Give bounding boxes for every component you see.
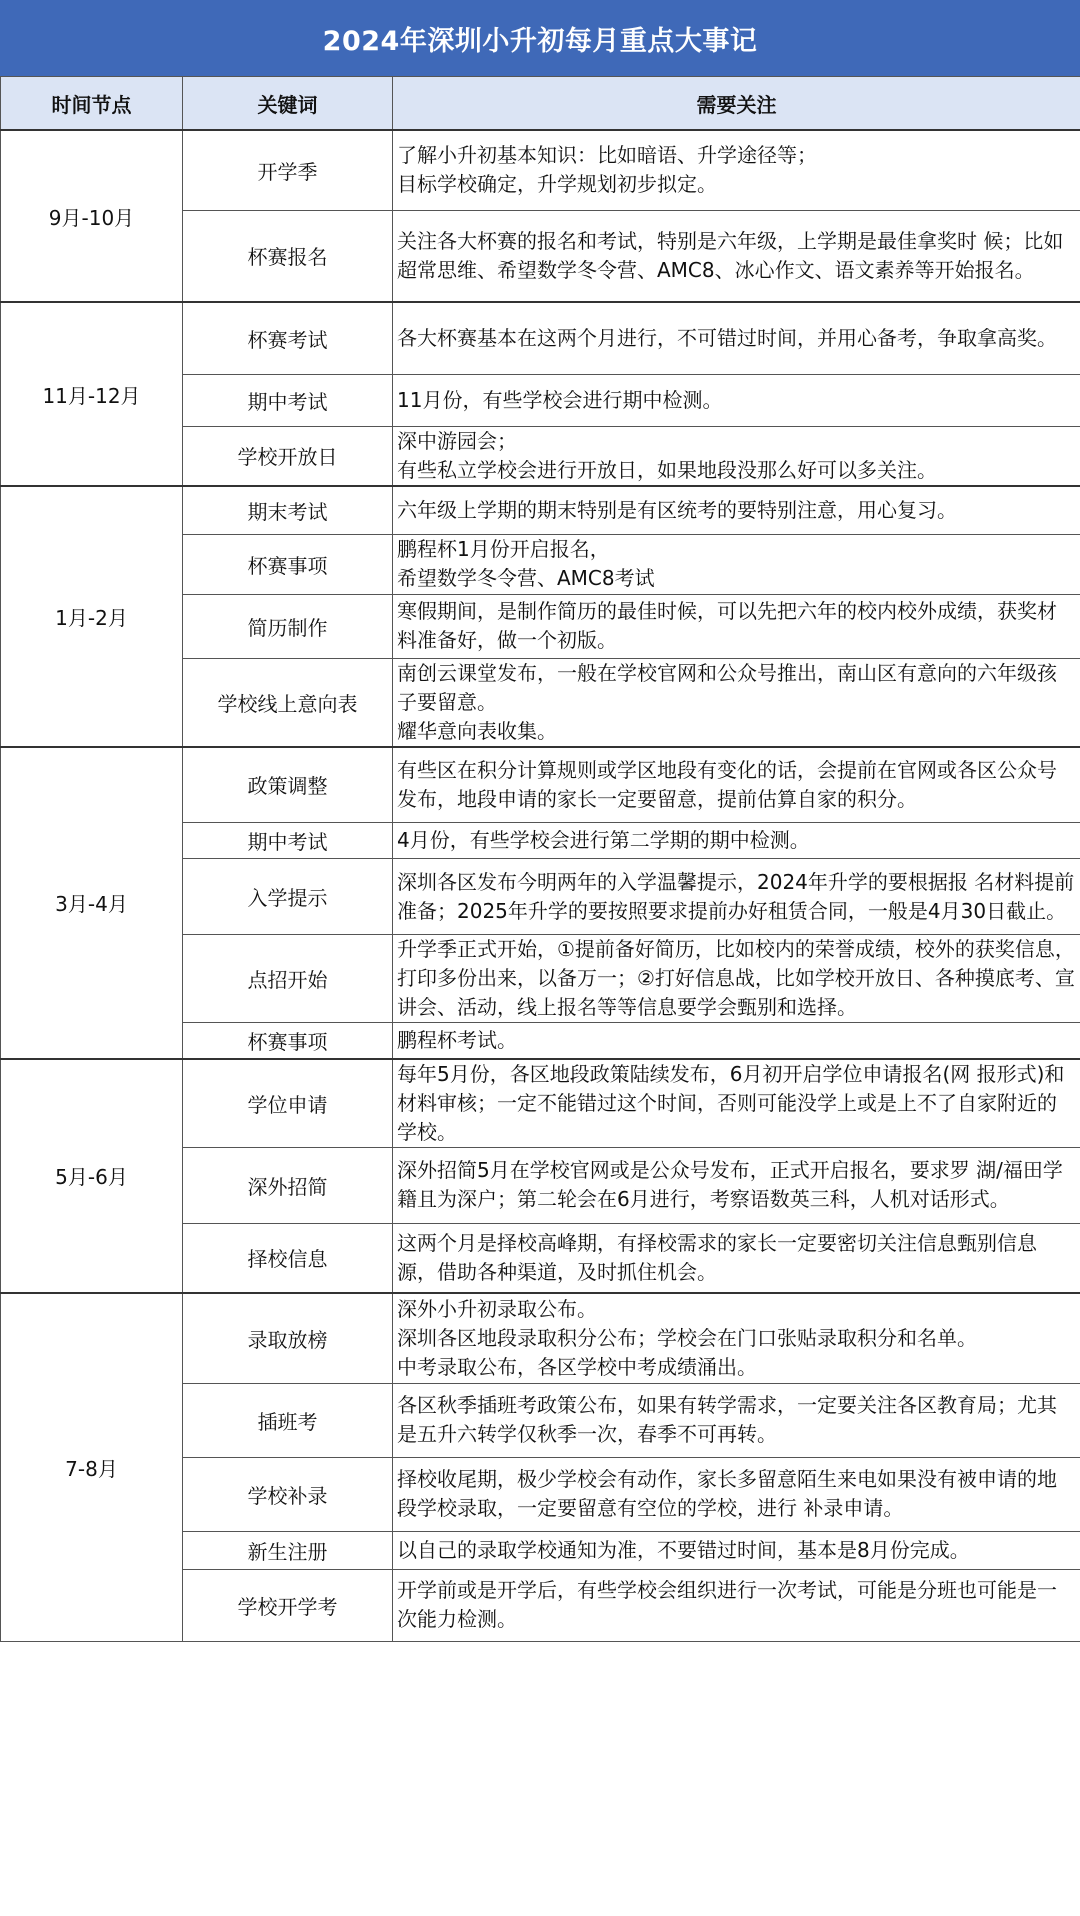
- keyword-cell: 杯赛事项: [183, 1023, 393, 1059]
- note-line: 耀华意向表收集。: [397, 718, 557, 743]
- column-header-time: 时间节点: [1, 77, 183, 131]
- table-row: [1, 302, 1080, 374]
- time-period-cell: 5月-6月: [1, 1059, 183, 1294]
- keyword-cell: 学校开放日: [183, 426, 393, 486]
- note-line: 这两个月是择校高峰期，有择校需求的家长一定要密切关注信息甄别信息源，借助各种渠道，及时抓住机会。: [397, 1230, 1037, 1284]
- note-line: 深外小升初录取公布。: [397, 1296, 597, 1321]
- keyword-cell: 杯赛报名: [183, 210, 393, 302]
- notes-cell: [393, 130, 1080, 210]
- schedule-table: [0, 76, 1080, 1642]
- notes-cell: [393, 374, 1080, 426]
- table-row: [1, 1293, 1080, 1383]
- notes-cell: [393, 1023, 1080, 1059]
- keyword-cell: 期末考试: [183, 486, 393, 534]
- notes-cell: [393, 210, 1080, 302]
- note-line: 有些私立学校会进行开放日，如果地段没那么好可以多关注。: [397, 457, 937, 482]
- keyword-cell: 插班考: [183, 1383, 393, 1457]
- keyword-cell: 学校补录: [183, 1457, 393, 1531]
- notes-cell: [393, 823, 1080, 859]
- note-line: 南创云课堂发布，一般在学校官网和公众号推出，南山区有意向的六年级孩子要留意。: [397, 660, 1057, 714]
- notes-cell: [393, 1147, 1080, 1223]
- notes-cell: [393, 658, 1080, 747]
- note-line: 了解小升初基本知识：比如暗语、升学途径等；: [397, 143, 817, 168]
- note-line: 11月份，有些学校会进行期中检测。: [397, 387, 723, 412]
- notes-cell: [393, 534, 1080, 594]
- keyword-cell: 期中考试: [183, 374, 393, 426]
- notes-cell: [393, 1059, 1080, 1148]
- note-line: 深圳各区地段录取积分公布；学校会在门口张贴录取积分和名单。: [397, 1325, 977, 1350]
- note-line: 中考录取公布，各区学校中考成绩涌出。: [397, 1354, 757, 1379]
- notes-cell: [393, 426, 1080, 486]
- note-line: 深中游园会；: [397, 428, 517, 453]
- keyword-cell: 择校信息: [183, 1223, 393, 1293]
- note-line: 希望数学冬令营、AMC8考试: [397, 566, 655, 590]
- note-line: 择校收尾期，极少学校会有动作，家长多留意陌生来电如果没有被申请的地段学校录取，一定要留意有空位的学校，进行 补录申请。: [397, 1467, 1057, 1520]
- note-line: 升学季正式开始，①提前备好简历，比如校内的荣誉成绩，校外的获奖信息，打印多份出来，以备万一；②打好信息战，比如学校开放日、各种摸底考、宣讲会、活动，线上报名等等信息要学会甄别和选择。: [397, 937, 1075, 1019]
- note-line: 4月份，有些学校会进行第二学期的期中检测。: [397, 828, 810, 852]
- keyword-cell: 学校开学考: [183, 1569, 393, 1641]
- column-header-notes: 需要关注: [393, 77, 1080, 131]
- note-line: 深圳各区发布今明两年的入学温馨提示，2024年升学的要根据报 名材料提前准备；2025年升学的要按照要求提前办好租赁合同，一般是4月30日截止。: [397, 869, 1075, 923]
- page-title: 2024年深圳小升初每月重点大事记: [0, 0, 1080, 76]
- keyword-cell: 期中考试: [183, 823, 393, 859]
- note-line: 目标学校确定，升学规划初步拟定。: [397, 172, 717, 197]
- time-period-cell: 7-8月: [1, 1293, 183, 1641]
- keyword-cell: 学位申请: [183, 1059, 393, 1148]
- keyword-cell: 点招开始: [183, 935, 393, 1023]
- notes-cell: [393, 302, 1080, 374]
- keyword-cell: 新生注册: [183, 1531, 393, 1569]
- notes-cell: [393, 1223, 1080, 1293]
- note-line: 深外招简5月在学校官网或是公众号发布，正式开启报名，要求罗 湖/福田学籍且为深户；第二轮会在6月进行，考察语数英三科，人机对话形式。: [397, 1158, 1063, 1211]
- note-line: 寒假期间，是制作简历的最佳时候，可以先把六年的校内校外成绩，获奖材料准备好，做一个初版。: [397, 599, 1057, 652]
- column-header-keyword: 关键词: [183, 77, 393, 131]
- keyword-cell: 杯赛考试: [183, 302, 393, 374]
- notes-cell: [393, 1293, 1080, 1383]
- table-row: [1, 1059, 1080, 1148]
- time-period-cell: 11月-12月: [1, 302, 183, 486]
- note-line: 每年5月份，各区地段政策陆续发布，6月初开启学位申请报名(网 报形式)和材料审核；一定不能错过这个时间，否则可能没学上或是上不了自家附近的学校。: [397, 1061, 1065, 1144]
- keyword-cell: 简历制作: [183, 594, 393, 658]
- table-body: [1, 130, 1080, 1641]
- time-period-cell: 3月-4月: [1, 747, 183, 1059]
- notes-cell: [393, 486, 1080, 534]
- keyword-cell: 入学提示: [183, 859, 393, 935]
- time-period-cell: 9月-10月: [1, 130, 183, 302]
- note-line: 开学前或是开学后，有些学校会组织进行一次考试，可能是分班也可能是一次能力检测。: [397, 1578, 1057, 1631]
- note-line: 六年级上学期的期末特别是有区统考的要特别注意，用心复习。: [397, 497, 957, 522]
- notes-cell: [393, 1383, 1080, 1457]
- note-line: 鹏程杯1月份开启报名，: [397, 537, 610, 561]
- notes-cell: [393, 935, 1080, 1023]
- note-line: 关注各大杯赛的报名和考试，特别是六年级，上学期是最佳拿奖时 候；比如超常思维、希望数学冬令营、AMC8、冰心作文、语文素养等开始报名。: [397, 228, 1064, 282]
- table-row: [1, 747, 1080, 823]
- table-row: [1, 130, 1080, 210]
- note-line: 鹏程杯考试。: [397, 1027, 517, 1052]
- notes-cell: [393, 859, 1080, 935]
- time-period-cell: 1月-2月: [1, 486, 183, 747]
- keyword-cell: 学校线上意向表: [183, 658, 393, 747]
- keyword-cell: 开学季: [183, 130, 393, 210]
- keyword-cell: 深外招简: [183, 1147, 393, 1223]
- table-header: [1, 77, 1080, 131]
- keyword-cell: 政策调整: [183, 747, 393, 823]
- notes-cell: [393, 747, 1080, 823]
- note-line: 各大杯赛基本在这两个月进行，不可错过时间，并用心备考，争取拿高奖。: [397, 325, 1057, 350]
- notes-cell: [393, 1457, 1080, 1531]
- note-line: 各区秋季插班考政策公布，如果有转学需求，一定要关注各区教育局；尤其是五升六转学仅秋季一次，春季不可再转。: [397, 1393, 1057, 1446]
- notes-cell: [393, 1569, 1080, 1641]
- notes-cell: [393, 594, 1080, 658]
- note-line: 以自己的录取学校通知为准，不要错过时间，基本是8月份完成。: [397, 1537, 970, 1562]
- note-line: 有些区在积分计算规则或学区地段有变化的话，会提前在官网或各区公众号发布，地段申请的家长一定要留意，提前估算自家的积分。: [397, 757, 1057, 811]
- keyword-cell: 杯赛事项: [183, 534, 393, 594]
- table-row: [1, 486, 1080, 534]
- keyword-cell: 录取放榜: [183, 1293, 393, 1383]
- notes-cell: [393, 1531, 1080, 1569]
